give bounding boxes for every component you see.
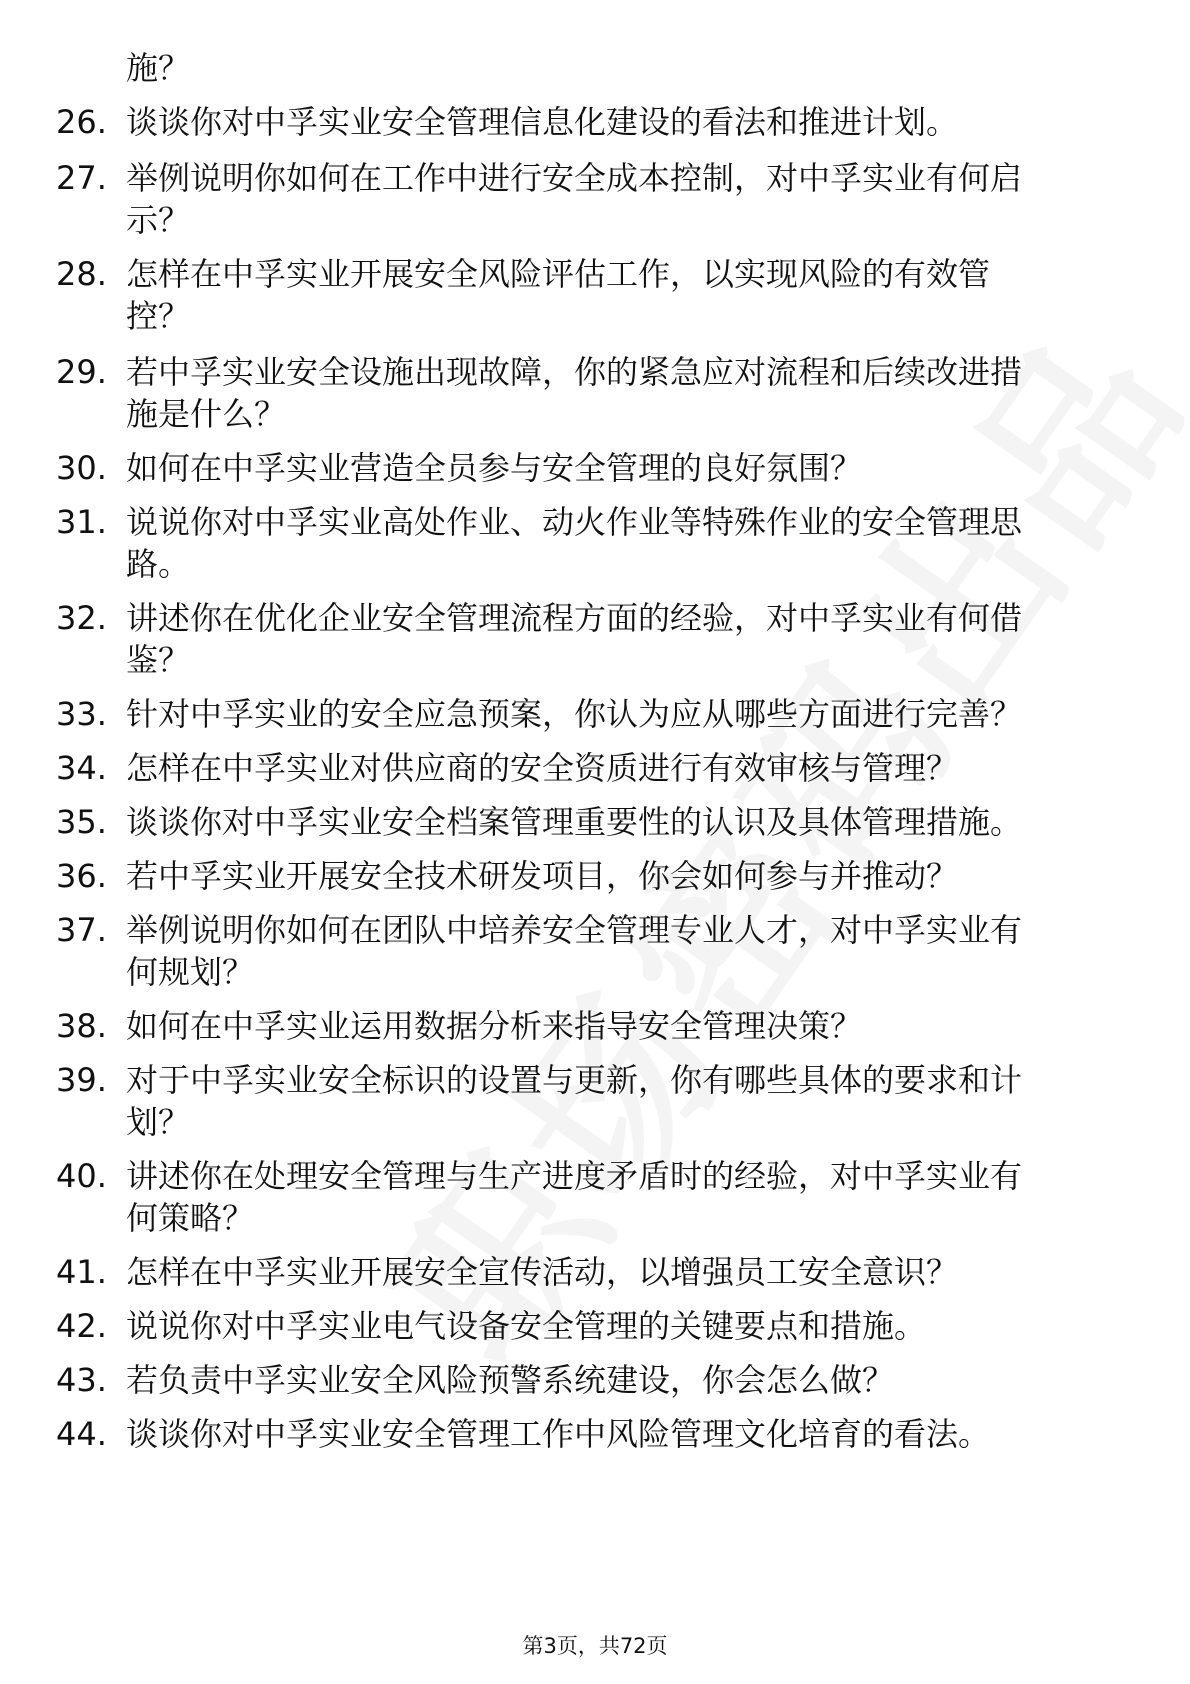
question-number: 28. xyxy=(56,255,107,293)
question-text-line: 何策略？ xyxy=(126,1199,255,1237)
question-text-line: 如何在中孚实业营造全员参与安全管理的良好氛围？ xyxy=(126,449,863,487)
question-text-line: 划？ xyxy=(126,1103,191,1141)
question-text-line: 讲述你在处理安全管理与生产进度矛盾时的经验，对中孚实业有 xyxy=(126,1157,1023,1195)
question-number: 32. xyxy=(56,599,107,637)
question-text-line: 说说你对中孚实业高处作业、动火作业等特殊作业的安全管理思 xyxy=(126,503,1023,541)
question-text-line: 何规划？ xyxy=(126,953,255,991)
question-text-line: 谈谈你对中孚实业安全管理工作中风险管理文化培育的看法。 xyxy=(126,1415,991,1453)
question-text-line: 鉴？ xyxy=(126,641,191,679)
question-text-line: 针对中孚实业的安全应急预案，你认为应从哪些方面进行完善？ xyxy=(126,695,1023,733)
question-text-line: 谈谈你对中孚实业安全档案管理重要性的认识及具体管理措施。 xyxy=(126,803,1023,841)
page-footer: 第3页，共72页 xyxy=(522,1634,668,1658)
question-number: 34. xyxy=(56,749,107,787)
question-number: 40. xyxy=(56,1157,107,1195)
question-text-line: 对于中孚实业安全标识的设置与更新，你有哪些具体的要求和计 xyxy=(126,1061,1023,1099)
question-text-line: 谈谈你对中孚实业安全管理信息化建设的看法和推进计划。 xyxy=(126,103,959,141)
question-text-line: 示？ xyxy=(126,201,191,239)
question-number: 30. xyxy=(56,449,107,487)
question-number: 42. xyxy=(56,1307,107,1345)
question-number: 29. xyxy=(56,353,107,391)
question-number: 41. xyxy=(56,1253,107,1291)
question-number: 27. xyxy=(56,159,107,197)
question-text-line: 路。 xyxy=(126,545,191,583)
question-number: 37. xyxy=(56,911,107,949)
question-text-line: 怎样在中孚实业对供应商的安全资质进行有效审核与管理？ xyxy=(126,749,959,787)
question-number: 31. xyxy=(56,503,107,541)
question-number: 38. xyxy=(56,1007,107,1045)
question-text-line: 控？ xyxy=(126,297,191,335)
question-number: 44. xyxy=(56,1415,107,1453)
question-text-line: 怎样在中孚实业开展安全风险评估工作，以实现风险的有效管 xyxy=(126,255,991,293)
question-text-line: 如何在中孚实业运用数据分析来指导安全管理决策？ xyxy=(126,1007,863,1045)
question-number: 36. xyxy=(56,857,107,895)
question-text-line: 若中孚实业安全设施出现故障，你的紧急应对流程和后续改进措 xyxy=(126,353,1023,391)
question-text-line: 举例说明你如何在团队中培养安全管理专业人才，对中孚实业有 xyxy=(126,911,1023,949)
question-text-line: 举例说明你如何在工作中进行安全成本控制，对中孚实业有何启 xyxy=(126,159,1023,197)
question-number: 43. xyxy=(56,1361,107,1399)
question-text-line: 若负责中孚实业安全风险预警系统建设，你会怎么做？ xyxy=(126,1361,895,1399)
question-text-line: 讲述你在优化企业安全管理流程方面的经验，对中孚实业有何借 xyxy=(126,599,1023,637)
question-number: 35. xyxy=(56,803,107,841)
question-text-line: 怎样在中孚实业开展安全宣传活动，以增强员工安全意识？ xyxy=(126,1253,959,1291)
question-number: 33. xyxy=(56,695,107,733)
question-number: 39. xyxy=(56,1061,107,1099)
question-number: 26. xyxy=(56,103,107,141)
question-text-line: 若中孚实业开展安全技术研发项目，你会如何参与并推动？ xyxy=(126,857,959,895)
question-text-line: 施？ xyxy=(126,49,191,87)
question-text-line: 说说你对中孚实业电气设备安全管理的关键要点和措施。 xyxy=(126,1307,927,1345)
question-text-line: 施是什么？ xyxy=(126,395,287,433)
